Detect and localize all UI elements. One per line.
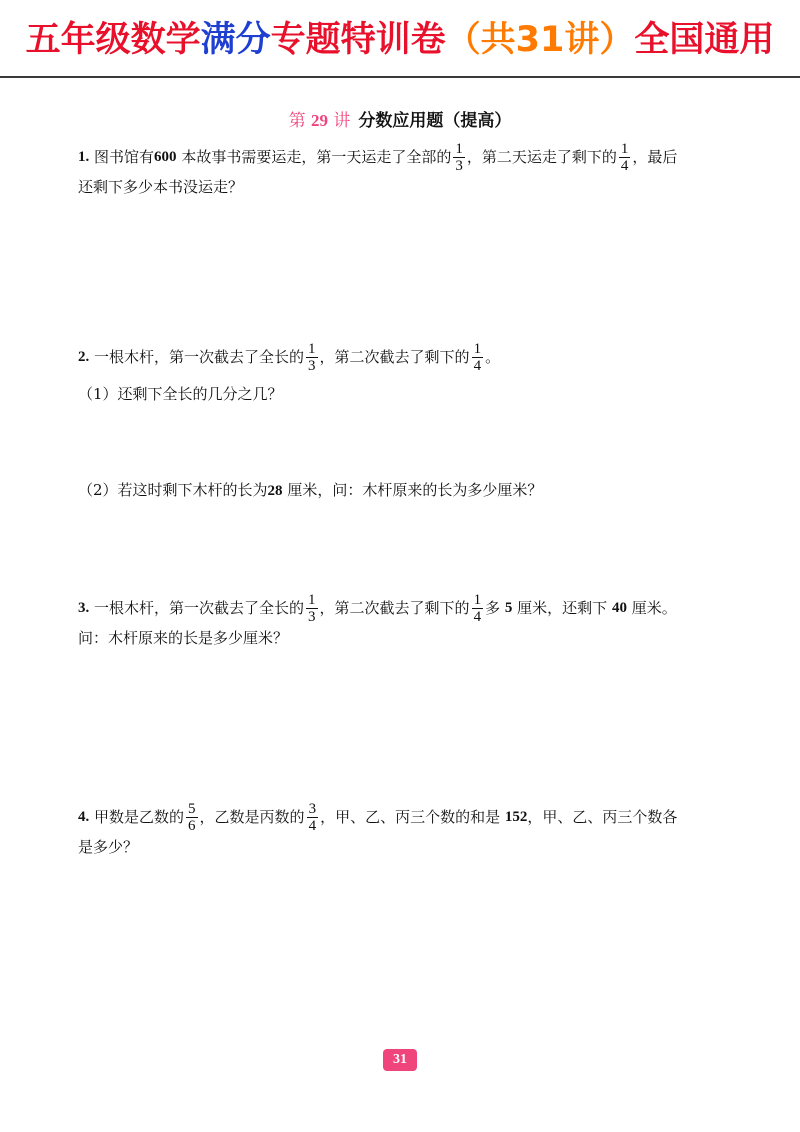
numerator: 1 bbox=[473, 591, 482, 608]
denominator: 4 bbox=[308, 817, 317, 834]
q4-text-b: ，乙数是丙数的 bbox=[199, 808, 305, 826]
denominator: 3 bbox=[308, 357, 316, 374]
fraction bbox=[306, 341, 318, 374]
q2-text-c: 。 bbox=[485, 348, 501, 366]
q4-text-a: 甲数是乙数的 bbox=[94, 808, 185, 826]
question-3-line-2: 问：木杆原来的长是多少厘米？ bbox=[78, 629, 289, 647]
page-number-badge: 31 bbox=[383, 1049, 417, 1071]
q2-number-28: 28 bbox=[267, 483, 283, 499]
q3-text-b: ，第二次截去了剩下的 bbox=[319, 599, 470, 617]
question-number: 2. bbox=[78, 349, 90, 365]
denominator: 4 bbox=[620, 157, 629, 174]
denominator: 3 bbox=[455, 157, 463, 174]
question-1-line-1 bbox=[78, 140, 738, 174]
question-2-part-2 bbox=[78, 480, 542, 501]
q3-text-g: 厘米。 bbox=[631, 599, 677, 617]
question-3-line-1 bbox=[78, 591, 738, 625]
lesson-topic: 分数应用题（提高） bbox=[358, 111, 512, 131]
question-2 bbox=[78, 340, 738, 374]
q1-text-c: 本故事书需要运走，第一天运走了全部的 bbox=[181, 148, 452, 166]
q3-text-a: 一根木杆，第一次截去了全长的 bbox=[94, 599, 305, 617]
q4-number-152: 152 bbox=[504, 809, 528, 825]
numerator: 3 bbox=[308, 800, 317, 817]
numerator: 1 bbox=[455, 140, 463, 157]
question-4-line-1 bbox=[78, 800, 738, 834]
fraction bbox=[306, 592, 318, 625]
numerator: 1 bbox=[620, 140, 629, 157]
fraction bbox=[472, 592, 484, 625]
q1-text-d: ，第二天运走了剩下的 bbox=[466, 148, 617, 166]
numerator: 1 bbox=[308, 591, 316, 608]
lesson-title bbox=[0, 106, 800, 131]
question-2-line-1 bbox=[78, 340, 738, 374]
question-number: 1. bbox=[78, 149, 90, 165]
denominator: 4 bbox=[473, 608, 482, 625]
q1-number-600: 600 bbox=[154, 149, 177, 165]
fraction bbox=[472, 341, 484, 374]
lesson-prefix: 第 bbox=[288, 111, 306, 131]
q1-text-e: ，最后 bbox=[632, 148, 678, 166]
header-part-3: 专题特训卷 bbox=[270, 20, 446, 60]
question-3 bbox=[78, 591, 738, 651]
q2-text-a: 一根木杆，第一次截去了全长的 bbox=[94, 348, 305, 366]
question-1-line-2: 还剩下多少本书没运走？ bbox=[78, 178, 244, 196]
fraction bbox=[453, 141, 465, 174]
question-1 bbox=[78, 140, 738, 200]
q3-text-c: 多 bbox=[485, 599, 501, 617]
fraction bbox=[619, 141, 631, 174]
q3-number-5: 5 bbox=[504, 600, 513, 616]
fraction bbox=[307, 801, 319, 834]
fraction bbox=[186, 801, 198, 834]
header-divider bbox=[0, 76, 800, 78]
q3-text-e: 厘米，还剩下 bbox=[517, 599, 608, 617]
q2-part2-text-a: （2）若这时剩下木杆的长为 bbox=[78, 481, 268, 499]
lesson-number bbox=[289, 111, 351, 131]
header-part-5: 全国通用 bbox=[634, 20, 775, 60]
q1-text-a: 图书馆有 bbox=[94, 148, 155, 166]
q3-number-40: 40 bbox=[611, 600, 627, 616]
denominator: 4 bbox=[473, 357, 482, 374]
header-part-4: （共31讲） bbox=[445, 20, 635, 60]
lesson-number-value: 29 bbox=[311, 111, 328, 130]
numerator: 1 bbox=[473, 340, 482, 357]
document-header bbox=[0, 0, 800, 74]
denominator: 6 bbox=[188, 817, 196, 834]
header-part-2: 满分 bbox=[200, 20, 271, 60]
question-number: 3. bbox=[78, 600, 90, 616]
numerator: 1 bbox=[308, 340, 316, 357]
question-number: 4. bbox=[78, 809, 90, 825]
numerator: 5 bbox=[188, 800, 196, 817]
question-2-part-1: （1）还剩下全长的几分之几？ bbox=[78, 385, 283, 403]
q2-text-b: ，第二次截去了剩下的 bbox=[319, 348, 470, 366]
question-4-line-2: 是多少？ bbox=[78, 838, 139, 856]
lesson-suffix: 讲 bbox=[333, 111, 351, 131]
q4-text-c: ，甲、乙、丙三个数的和是 bbox=[320, 808, 501, 826]
header-part-1: 五年级数学 bbox=[25, 20, 201, 60]
q4-text-e: ，甲、乙、丙三个数各 bbox=[527, 808, 678, 826]
denominator: 3 bbox=[308, 608, 316, 625]
question-4 bbox=[78, 800, 738, 860]
q2-part2-text-c: 厘米，问：木杆原来的长为多少厘米？ bbox=[287, 481, 543, 499]
